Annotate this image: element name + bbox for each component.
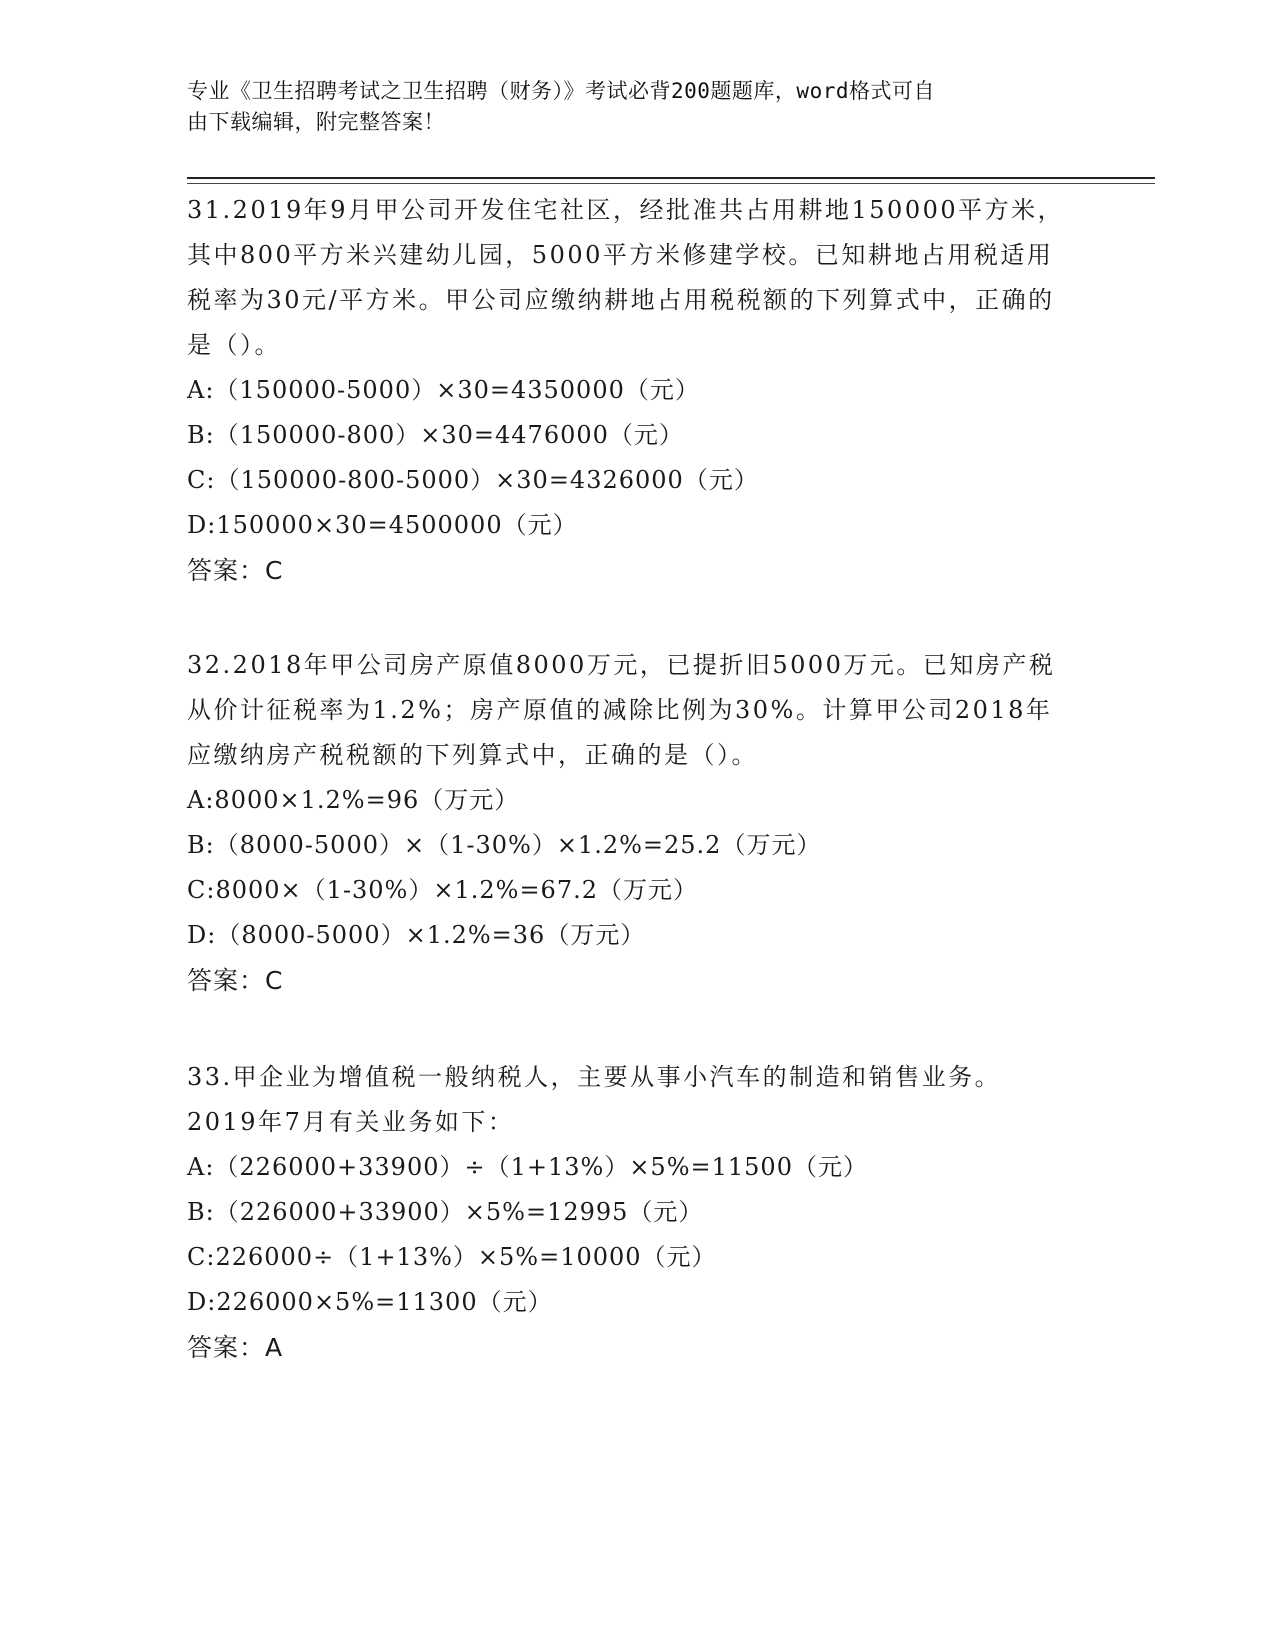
header-divider-thick [187,177,1155,179]
question-32 [187,643,1087,1003]
document-header [187,76,1067,138]
header-line-1: 专业《卫生招聘考试之卫生招聘（财务）》考试必背200题题库，word格式可自 [187,79,935,103]
question-stem: 32.2018年甲公司房产原值8000万元，已提折旧5000万元。已知房产税从价计征税率为1.2%；房产原值的减除比例为30%。计算甲公司2018年应缴纳房产税税额的下列算式中，正确的是（）。 [187,651,1056,769]
option-d: D:150000×30=4500000（元） [187,511,578,539]
answer-line: 答案：C [187,966,284,995]
header-divider-thin [187,183,1155,184]
option-d: D:（8000-5000）×1.2%=36（万元） [187,921,646,949]
option-a: A:8000×1.2%=96（万元） [187,786,520,814]
option-c: C:226000÷（1+13%）×5%=10000（元） [187,1243,717,1271]
option-b: B:（8000-5000）×（1-30%）×1.2%=25.2（万元） [187,831,822,859]
question-stem: 31.2019年9月甲公司开发住宅社区，经批准共占用耕地150000平方米，其中800平方米兴建幼儿园，5000平方米修建学校。已知耕地占用税适用税率为30元/平方米。甲公司应缴纳耕地占用税税额的下列算式中，正确的是（）。 [187,196,1065,359]
option-d: D:226000×5%=11300（元） [187,1288,553,1316]
question-stem: 33.甲企业为增值税一般纳税人，主要从事小汽车的制造和销售业务。2019年7月有关业务如下： [187,1063,1002,1136]
option-c: C:（150000-800-5000）×30=4326000（元） [187,466,759,494]
answer-line: 答案：C [187,556,284,585]
option-a: A:（226000+33900）÷（1+13%）×5%=11500（元） [187,1153,868,1181]
answer-line: 答案：A [187,1333,284,1362]
header-line-2: 由下载编辑，附完整答案！ [187,110,445,134]
question-33 [187,1055,1087,1370]
option-b: B:（150000-800）×30=4476000（元） [187,421,684,449]
question-31 [187,188,1087,593]
option-a: A:（150000-5000）×30=4350000（元） [187,376,700,404]
option-c: C:8000×（1-30%）×1.2%=67.2（万元） [187,876,698,904]
option-b: B:（226000+33900）×5%=12995（元） [187,1198,704,1226]
